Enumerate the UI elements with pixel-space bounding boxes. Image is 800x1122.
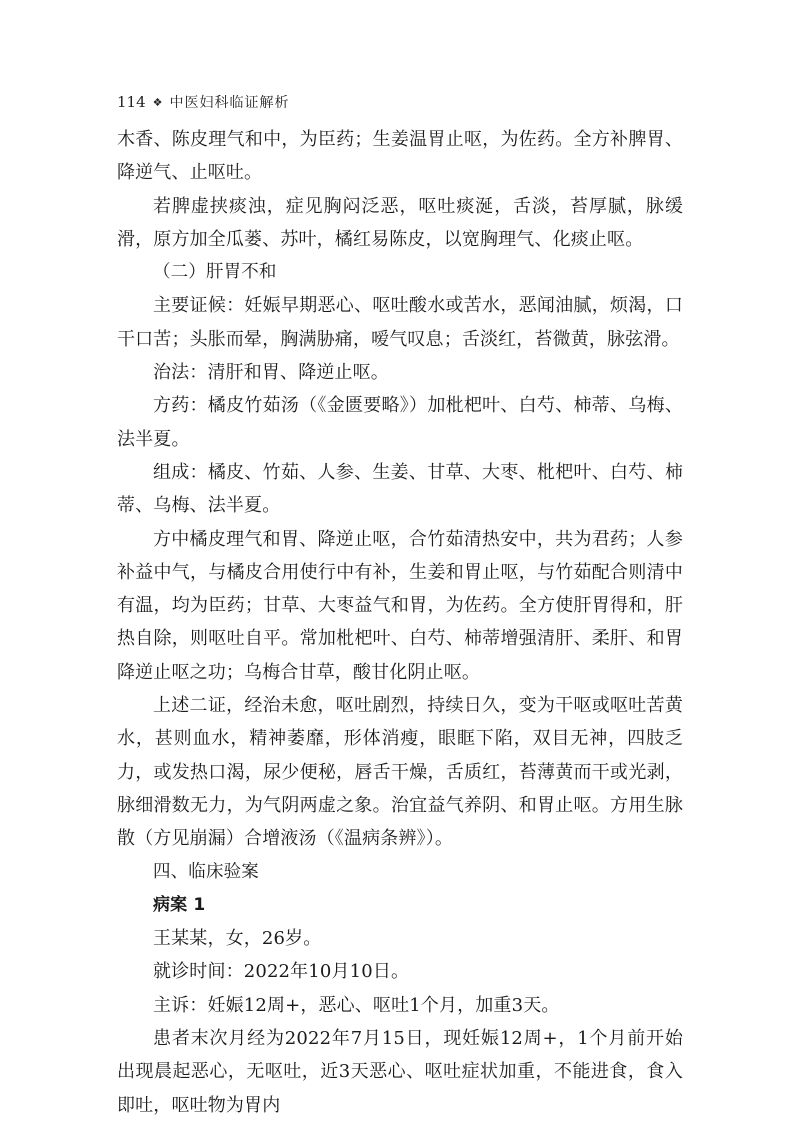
diamond-ornament-icon: ❖ bbox=[152, 95, 163, 109]
paragraph: 治法：清肝和胃、降逆止呕。 bbox=[153, 362, 389, 384]
paragraph: 方药：橘皮竹茹汤（《金匮要略》）加枇杷叶、白芍、柿蒂、乌梅、法半夏。 bbox=[117, 395, 683, 450]
page-body bbox=[117, 123, 683, 1122]
case-heading: 病案 1 bbox=[153, 894, 206, 915]
section-heading: 四、临床验案 bbox=[153, 861, 259, 882]
paragraph: 患者末次月经为2022年7月15日，现妊娠12周+，1个月前开始出现晨起恶心，无呕吐，近3天恶心、呕吐症状加重，不能进食，食入即吐，呕吐物为胃内 bbox=[117, 1028, 683, 1116]
book-title: 中医妇科临证解析 bbox=[169, 95, 290, 111]
running-header bbox=[117, 92, 290, 112]
paragraph: 主诉：妊娠12周+，恶心、呕吐1个月，加重3天。 bbox=[153, 994, 560, 1016]
paragraph: 就诊时间：2022年10月10日。 bbox=[153, 961, 410, 983]
paragraph: 组成：橘皮、竹茹、人参、生姜、甘草、大枣、枇杷叶、白芍、柿蒂、乌梅、法半夏。 bbox=[117, 461, 683, 517]
paragraph: 王某某，女，26岁。 bbox=[153, 928, 322, 950]
paragraph: 木香、陈皮理气和中，为臣药；生姜温胃止呕，为佐药。全方补脾胃、降逆气、止呕吐。 bbox=[117, 129, 683, 184]
paragraph: 方中橘皮理气和胃、降逆止呕，合竹茹清热安中，共为君药；人参补益中气，与橘皮合用使行中有补，生姜和胃止呕，与竹茹配合则清中有温，均为臣药；甘草、大枣益气和胃，为佐药。全方使肝胃得和，肝热自除，则呕吐自平。常加枇杷叶、白芍、柿蒂增强清肝、柔肝、和胃降逆止呕之功；乌梅合甘草，酸甘化阴止呕。 bbox=[117, 528, 683, 683]
section-heading: （二）肝胃不和 bbox=[153, 262, 277, 283]
paragraph: 上述二证，经治未愈，呕吐剧烈，持续日久，变为干呕或呕吐苦黄水，甚则血水，精神萎靡，形体消瘦，眼眶下陷，双目无神，四肢乏力，或发热口渴，尿少便秘，唇舌干燥，舌质红，苔薄黄而干或光剥，脉细滑数无力，为气阴两虚之象。治宜益气养阴、和胃止呕。方用生脉散（方见崩漏）合增液汤（《温病条辨》）。 bbox=[117, 695, 683, 850]
page-number: 114 bbox=[117, 93, 146, 111]
paragraph: 主要证候：妊娠早期恶心、呕吐酸水或苦水，恶闻油腻，烦渴，口干口苦；头胀而晕，胸满胁痛，嗳气叹息；舌淡红，苔微黄，脉弦滑。 bbox=[117, 295, 683, 350]
paragraph: 若脾虚挟痰浊，症见胸闷泛恶，呕吐痰涎，舌淡，苔厚腻，脉缓滑，原方加全瓜蒌、苏叶，橘红易陈皮，以宽胸理气、化痰止呕。 bbox=[117, 195, 683, 250]
